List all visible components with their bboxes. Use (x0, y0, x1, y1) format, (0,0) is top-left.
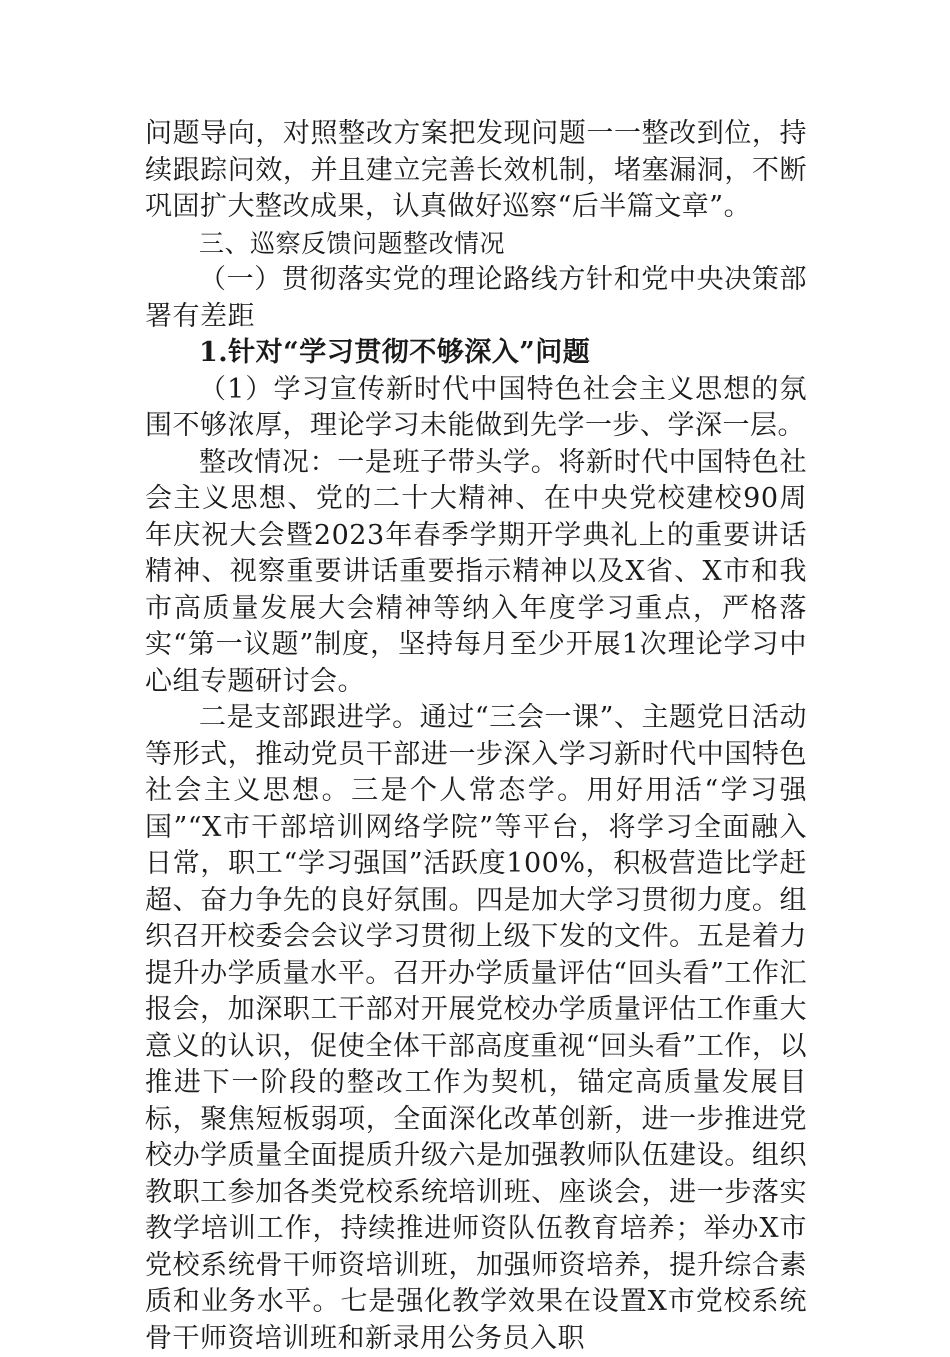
document-body (145, 116, 807, 1357)
problem-paragraph: （1）学习宣传新时代中国特色社会主义思想的氛围不够浓厚，理论学习未能做到先学一步、学深一层。 (145, 373, 807, 441)
measures-paragraph: 二是支部跟进学。通过“三会一课”、主题党日活动等形式，推动党员干部进一步深入学习新时代中国特色社会主义思想。三是个人常态学。用好用活“学习强国”“X市干部培训网络学院”等平台，将学习全面融入日常，职工“学习强国”活跃度100%，积极营造比学赶超、奋力争先的良好氛围。四是加大学习贯彻力度。组织召开校委会会议学习贯彻上级下发的文件。五是着力提升办学质量水平。召开办学质量评估“回头看”工作汇报会，加深职工干部对开展党校办学质量评估工作重大意义的认识，促使全体干部高度重视“回头看”工作，以推进下一阶段的整改工作为契机，锚定高质量发展目标，聚焦短板弱项，全面深化改革创新，进一步推进党校办学质量全面提质升级六是加强教师队伍建设。组织教职工参加各类党校系统培训班、座谈会，进一步落实教学培训工作，持续推进师资队伍教育培养；举办X市党校系统骨干师资培训班，加强师资培养，提升综合素质和业务水平。七是强化教学效果在设置X市党校系统骨干师资培训班和新录用公务员入职 (145, 702, 807, 1354)
item-heading: 1.针对“学习贯彻不够深入”问题 (199, 337, 591, 368)
paragraph-intro: 问题导向，对照整改方案把发现问题一一整改到位，持续跟踪问效，并且建立完善长效机制，堵塞漏洞，不断巩固扩大整改成果，认真做好巡察“后半篇文章”。 (145, 118, 807, 222)
section-heading: 三、巡察反馈问题整改情况 (199, 228, 506, 258)
rectification-paragraph: 整改情况：一是班子带头学。将新时代中国特色社会主义思想、党的二十大精神、在中央党校建校90周年庆祝大会暨2023年春季学期开学典礼上的重要讲话精神、视察重要讲话重要指示精神以及X省、X市和我市高质量发展大会精神等纳入年度学习重点，严格落实“第一议题”制度，坚持每月至少开展1次理论学习中心组专题研讨会。 (145, 446, 807, 697)
subsection-heading: （一）贯彻落实党的理论路线方针和党中央决策部署有差距 (145, 264, 807, 332)
